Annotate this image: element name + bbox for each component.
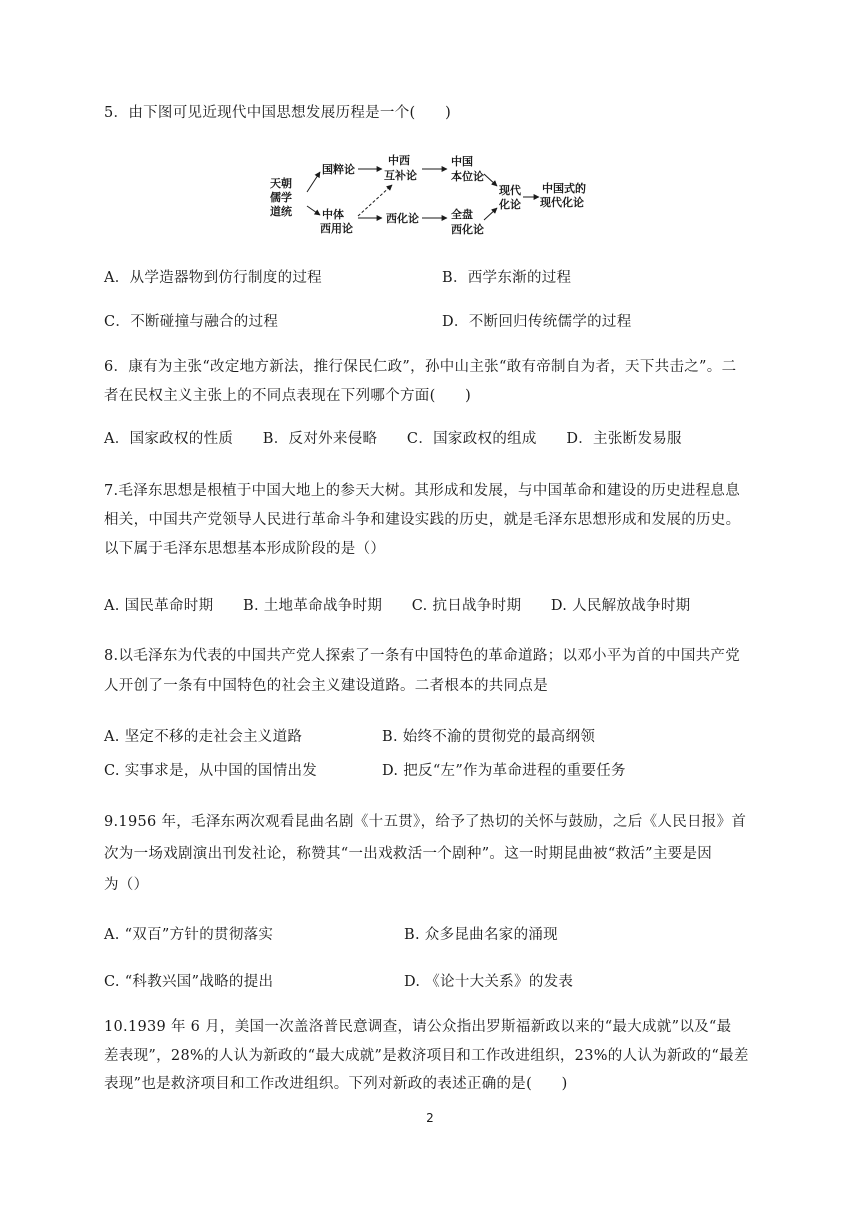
node-tianchao-2: 儒学 — [270, 191, 292, 204]
q9-stem-line3: 为（） — [104, 877, 149, 893]
node-benwei-1: 中国 — [451, 155, 473, 168]
node-guocui: 国粹论 — [322, 163, 355, 176]
node-zhongxi-1: 中西 — [388, 154, 410, 167]
q10-stem-line3: 表现”也是救济项目和工作改进组织。下列对新政的表述正确的是( ) — [104, 1076, 568, 1092]
q5-option-a: A．从学造器物到仿行制度的过程 — [104, 270, 322, 286]
q9-option-c: C. “科教兴国”战略的提出 — [104, 974, 274, 990]
q8-option-b: B. 始终不渝的贯彻党的最高纲领 — [382, 729, 596, 745]
arrow-tianchao-zhongti — [307, 206, 320, 215]
arrow-benwei-xiandaihua — [484, 174, 497, 186]
arrow-quanpan-xiandaihua — [484, 208, 497, 220]
arrow-tianchao-guocui — [307, 172, 320, 192]
q9-stem-line2: 次为一场戏剧演出刊发社论，称赞其“一出戏救活一个剧种”。这一时期昆曲被“救活”主要是因 — [104, 846, 713, 862]
node-tianchao-1: 天朝 — [270, 177, 292, 190]
q9-option-d: D. 《论十大关系》的发表 — [404, 974, 574, 990]
node-zhongti-2: 西用论 — [320, 222, 353, 235]
page-number: 2 — [426, 1111, 434, 1125]
q7-options: A. 国民革命时期 B. 土地革命战争时期 C. 抗日战争时期 D. 人民解放战争时期 — [104, 598, 691, 614]
q9-option-b: B. 众多昆曲名家的涌现 — [404, 927, 558, 943]
node-zhongguoshi-1: 中国式的 — [542, 182, 586, 195]
q6-options: A．国家政权的性质 B．反对外来侵略 C．国家政权的组成 D．主张断发易服 — [104, 431, 682, 447]
q5-stem: 5．由下图可见近现代中国思想发展历程是一个( ) — [104, 105, 452, 121]
q10-stem-line2: 差表现”，28%的人认为新政的“最大成就”是救济项目和工作改进组织，23%的人认为新政的“最差 — [104, 1048, 749, 1064]
q5-option-c: C．不断碰撞与融合的过程 — [104, 314, 279, 330]
q7-stem-line1: 7.毛泽东思想是根植于中国大地上的参天大树。其形成和发展，与中国革命和建设的历史进程息息 — [104, 483, 741, 499]
node-xiandaihua-2: 化论 — [499, 198, 521, 211]
node-zhongti-1: 中体 — [322, 208, 344, 221]
q8-option-c: C. 实事求是，从中国的国情出发 — [104, 763, 318, 779]
node-benwei-2: 本位论 — [451, 170, 484, 183]
node-quanpan-1: 全盘 — [451, 208, 473, 221]
node-xihua: 西化论 — [386, 212, 419, 225]
q7-stem-line3: 以下属于毛泽东思想基本形成阶段的是（） — [104, 541, 386, 557]
q6-stem-line1: 6．康有为主张“改定地方新法，推行保民仁政”，孙中山主张“敢有帝制自为者，天下共击之”。二 — [104, 359, 737, 375]
q8-stem-line1: 8.以毛泽东为代表的中国共产党人探索了一条有中国特色的革命道路；以邓小平为首的中国共产党 — [104, 648, 741, 664]
node-xiandaihua-1: 现代 — [499, 184, 521, 197]
q7-stem-line2: 相关，中国共产党领导人民进行革命斗争和建设实践的历史，就是毛泽东思想形成和发展的历史。 — [104, 512, 741, 528]
q8-option-a: A. 坚定不移的走社会主义道路 — [104, 729, 303, 745]
q9-stem-line1: 9.1956 年，毛泽东两次观看昆曲名剧《十五贯》，给予了热切的关怀与鼓励，之后《人民日报》首 — [104, 814, 747, 830]
q10-stem-line1: 10.1939 年 6 月，美国一次盖洛普民意调查，请公众指出罗斯福新政以来的“最大成就”以及“最 — [104, 1019, 732, 1035]
q8-stem-line2: 人开创了一条有中国特色的社会主义建设道路。二者根本的共同点是 — [104, 678, 548, 694]
node-tianchao-3: 道统 — [270, 205, 292, 218]
q6-stem-line2: 者在民权主义主张上的不同点表现在下列哪个方面( ) — [104, 388, 472, 404]
node-zhongxi-2: 互补论 — [384, 169, 417, 182]
node-zhongguoshi-2: 现代化论 — [540, 196, 584, 209]
q9-option-a: A. “双百”方针的贯彻落实 — [104, 927, 274, 943]
q5-option-d: D．不断回归传统儒学的过程 — [442, 314, 632, 330]
node-quanpan-2: 西化论 — [451, 223, 484, 236]
q8-option-d: D. 把反“左”作为革命进程的重要任务 — [382, 763, 626, 779]
thought-evolution-diagram — [262, 148, 602, 244]
q5-option-b: B．西学东渐的过程 — [442, 270, 572, 286]
